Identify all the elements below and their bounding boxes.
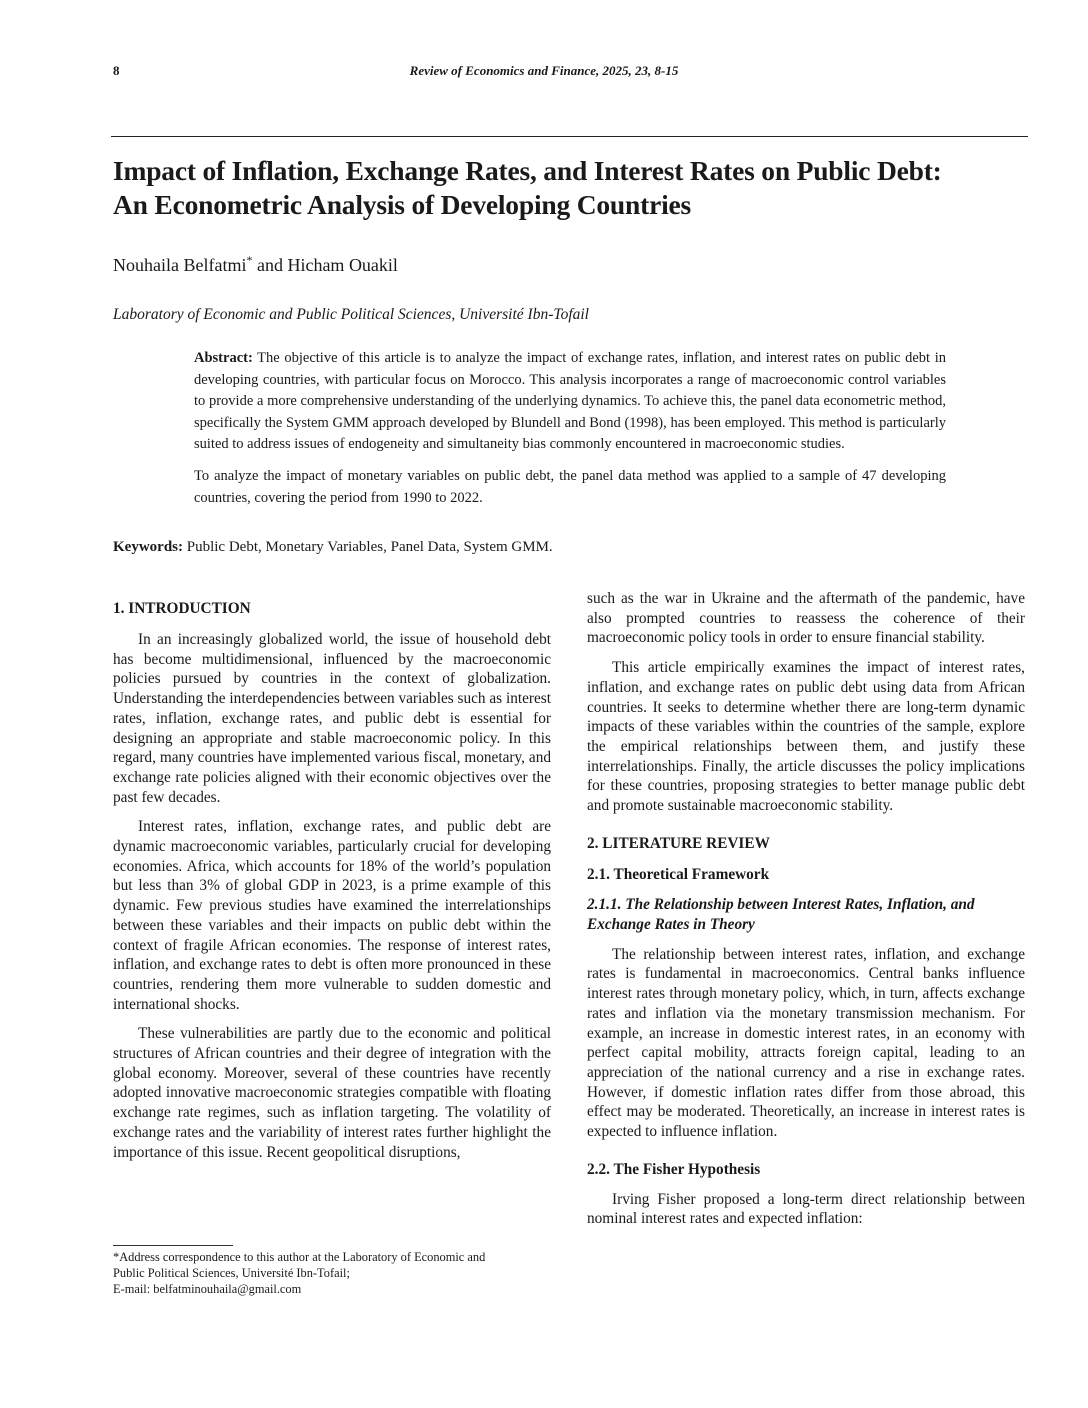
abstract: [194, 348, 946, 519]
keywords-text: Public Debt, Monetary Variables, Panel Data, System GMM.: [183, 539, 553, 555]
keywords: [113, 539, 553, 556]
journal-running-header: Review of Economics and Finance, 2025, 23, 8-15: [409, 63, 679, 78]
abstract-paragraph-1: [194, 348, 946, 456]
header-rule: [111, 136, 1028, 137]
intro-paragraph-2: Interest rates, inflation, exchange rates, and public debt are dynamic macroeconomic variables, particularly crucial for developing economies. Africa, which accounts for 18% of the world’s population but less than 3% of global GDP in 2023, is a prime example of this dynamic. Few previous studies have examined the interrelationships between these variables and their impacts on public debt within the context of fragile African economies. The response of interest rates, inflation, and exchange rates to debt is often more pronounced in these countries, rendering them more vulnerable to sudden domestic and international shocks.: [113, 818, 551, 1013]
intro-paragraph-3-continued: such as the war in Ukraine and the aftermath of the pandemic, have also prompted countries to reassess the coherence of their macroeconomic policy tools in order to ensure financial stability.: [587, 590, 1025, 647]
subsection-heading-fisher: 2.2. The Fisher Hypothesis: [587, 1160, 761, 1178]
subsection-heading-theoretical-framework: 2.1. Theoretical Framework: [587, 865, 770, 883]
author-rest: and Hicham Ouakil: [252, 255, 398, 275]
authors: [113, 253, 398, 276]
intro-paragraph-1: In an increasingly globalized world, the issue of household debt has become multidimensional, influenced by the macroeconomic policies pursued by countries in the context of globalization. Understanding the interdependencies between variables such as interest rates, inflation, exchange rates, and public debt is essential for designing an appropriate and stable macroeconomic policy. In this regard, many countries have implemented various fiscal, monetary, and exchange rate policies aligned with their economic objectives over the past few decades.: [113, 631, 551, 806]
footnote-line-1: *Address correspondence to this author at the Laboratory of Economic and: [113, 1250, 486, 1264]
author-first: Nouhaila Belfatmi: [113, 255, 247, 275]
footnote: [113, 1249, 553, 1297]
title-line-2: An Econometric Analysis of Developing Countries: [113, 189, 692, 220]
abstract-paragraph-2: To analyze the impact of monetary variables on public debt, the panel data method was applied to a sample of 47 developing countries, covering the period from 1990 to 2022.: [194, 467, 946, 506]
abstract-label: Abstract:: [194, 350, 253, 366]
right-column: [587, 589, 1025, 1239]
corresponding-marker: *: [246, 253, 253, 267]
intro-paragraph-4: This article empirically examines the impact of interest rates, inflation, and exchange rates on public debt using data from African countries. It seeks to determine whether there are long-term dynamic impacts of these variables within the countries of the sample, explore the empirical relationships between them, and justify these interrelationships. Finally, the article discusses the policy implications for these countries, proposing strategies to better manage public debt and promote sustainable macroeconomic stability.: [587, 659, 1025, 815]
section-heading-introduction: 1. INTRODUCTION: [113, 600, 251, 617]
footnote-line-2: Public Political Sciences, Université Ibn-Tofail;: [113, 1266, 350, 1280]
article-title: [113, 154, 1033, 222]
footnote-rule: [113, 1245, 233, 1246]
theory-paragraph: The relationship between interest rates, inflation, and exchange rates is fundamental in macroeconomics. Central banks influence interest rates through monetary policy, which, in turn, affects exchange rates and inflation via the monetary transmission mechanism. For example, an increase in domestic interest rates, in an economy with perfect capital mobility, attracts foreign capital, leading to an appreciation of the national currency and a rise in exchange rates. However, if domestic inflation rates differ from those abroad, this effect may be moderated. Theoretically, an increase in interest rates is expected to influence inflation.: [587, 945, 1025, 1141]
abstract-text-1: The objective of this article is to analyze the impact of exchange rates, inflation, and interest rates on public debt in developing countries, with particular focus on Morocco. This analysis incorporates a range of macroeconomic control variables to provide a more comprehensive understanding of the underlying dynamics. To achieve this, the panel data econometric method, specifically the System GMM approach developed by Blundell and Bond (1998), has been employed. This method is particularly suited to address issues of endogeneity and simultaneity bias commonly encountered in macroeconomic studies.: [194, 350, 946, 453]
title-line-1: Impact of Inflation, Exchange Rates, and Interest Rates on Public Debt:: [113, 155, 942, 186]
fisher-paragraph: Irving Fisher proposed a long-term direct relationship between nominal interest rates and expected inflation:: [587, 1190, 1025, 1228]
keywords-label: Keywords:: [113, 539, 183, 555]
affiliation: Laboratory of Economic and Public Political Sciences, Université Ibn-Tofail: [113, 306, 589, 323]
left-column: [113, 599, 551, 1172]
footnote-email: E-mail: belfatminouhaila@gmail.com: [113, 1282, 302, 1296]
subsubsection-heading-relationship: 2.1.1. The Relationship between Interest Rates, Inflation, and Exchange Rates in Theory: [587, 895, 975, 933]
page-number: 8: [113, 63, 120, 78]
intro-paragraph-3: These vulnerabilities are partly due to the economic and political structures of African countries and their degree of integration with the global economy. Moreover, several of these countries have recently adopted innovative macroeconomic strategies compatible with floating exchange rate regimes, such as inflation targeting. The volatility of exchange rates and the variability of interest rates further highlight the importance of this issue. Recent geopolitical disruptions,: [113, 1025, 551, 1161]
section-heading-literature-review: 2. LITERATURE REVIEW: [587, 834, 770, 852]
